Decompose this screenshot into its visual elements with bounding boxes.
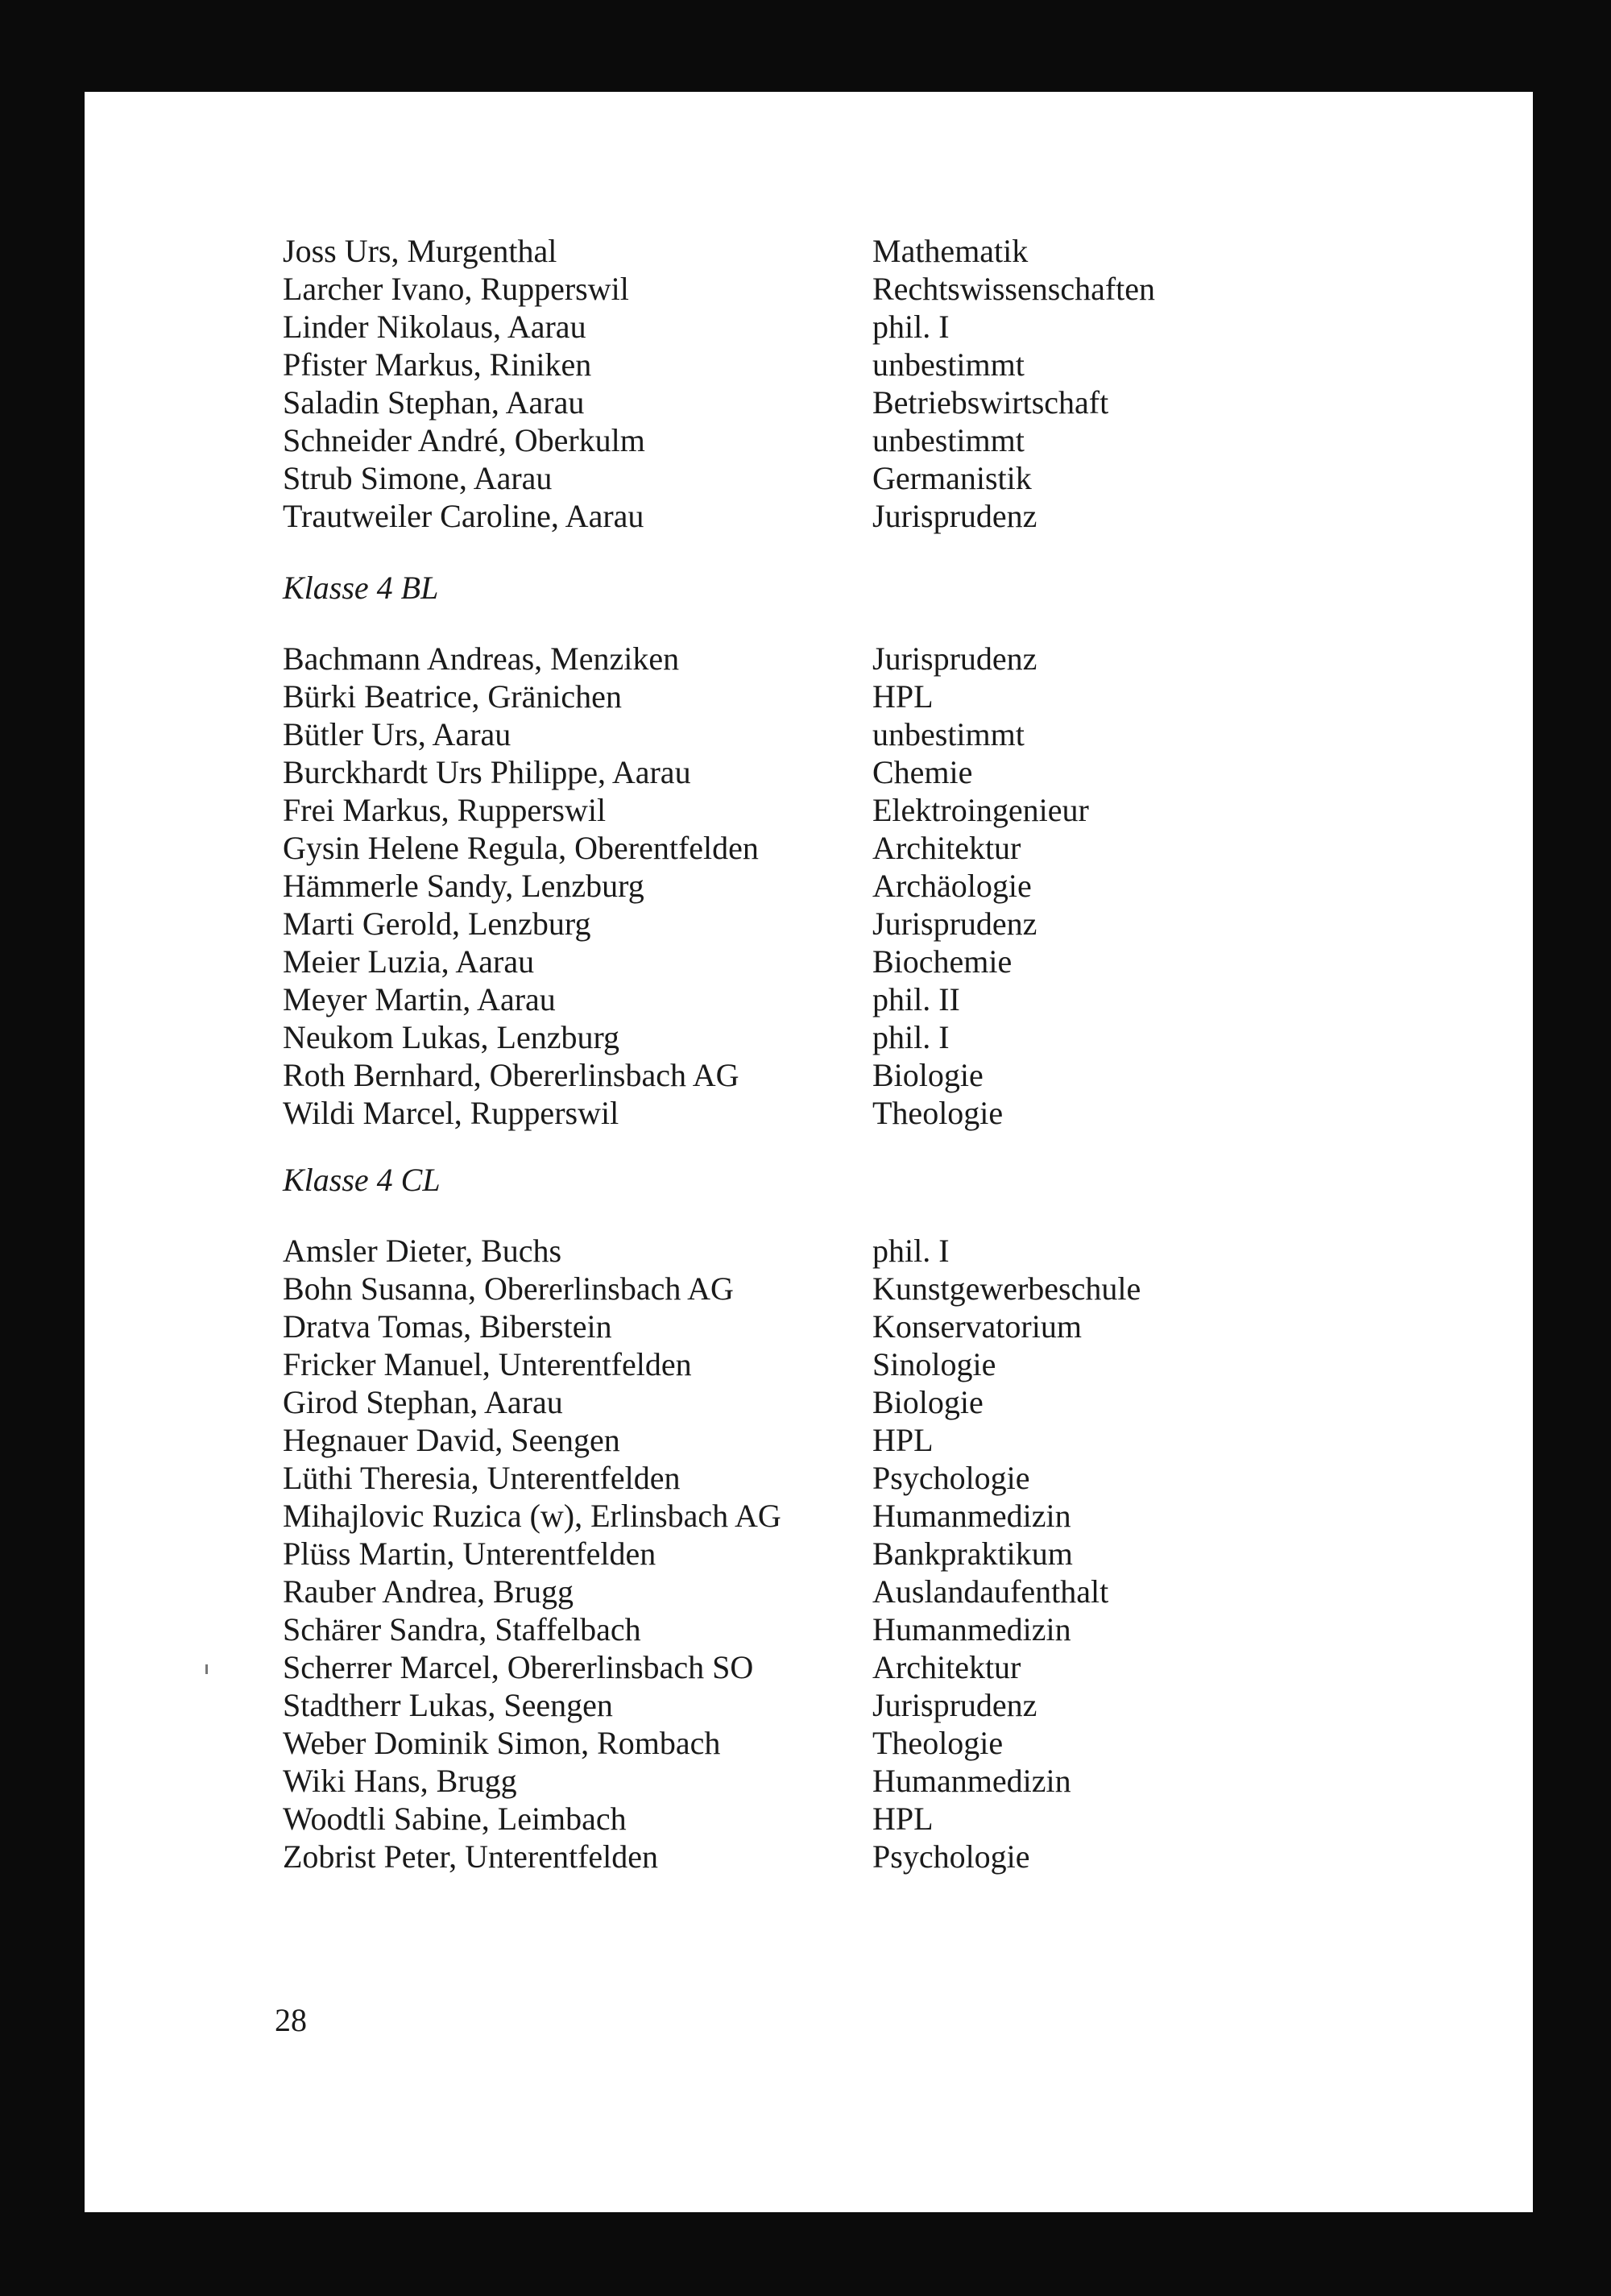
study-subject: Betriebswirtschaft bbox=[872, 384, 1109, 421]
student-name: Neukom Lukas, Lenzburg bbox=[283, 1019, 620, 1055]
list-item bbox=[85, 1610, 1533, 1648]
list-item bbox=[85, 943, 1533, 980]
student-name: Bütler Urs, Aarau bbox=[283, 716, 511, 752]
study-subject: Auslandaufenthalt bbox=[872, 1573, 1109, 1610]
student-name: Amsler Dieter, Buchs bbox=[283, 1233, 562, 1269]
student-name: Scherrer Marcel, Obererlinsbach SO bbox=[283, 1649, 754, 1685]
list-item bbox=[85, 1762, 1533, 1800]
study-subject: Sinologie bbox=[872, 1346, 996, 1382]
student-name: Pfister Markus, Riniken bbox=[283, 346, 592, 383]
list-item bbox=[85, 308, 1533, 346]
study-subject: unbestimmt bbox=[872, 716, 1025, 752]
list-item bbox=[85, 1056, 1533, 1094]
study-subject: Architektur bbox=[872, 830, 1021, 866]
list-item bbox=[85, 270, 1533, 308]
study-subject: Jurisprudenz bbox=[872, 906, 1037, 942]
list-item bbox=[85, 497, 1533, 535]
list-item bbox=[85, 459, 1533, 497]
student-name: Hämmerle Sandy, Lenzburg bbox=[283, 868, 644, 904]
student-name: Schärer Sandra, Staffelbach bbox=[283, 1611, 641, 1647]
student-name: Wiki Hans, Brugg bbox=[283, 1763, 517, 1799]
student-name: Weber Dominik Simon, Rombach bbox=[283, 1725, 721, 1761]
list-item bbox=[85, 1497, 1533, 1535]
study-subject: Mathematik bbox=[872, 233, 1029, 269]
study-subject: Biologie bbox=[872, 1057, 984, 1093]
page-number: 28 bbox=[275, 2002, 307, 2038]
list-item bbox=[85, 346, 1533, 383]
list-item bbox=[85, 1421, 1533, 1459]
student-name: Bachmann Andreas, Menziken bbox=[283, 640, 680, 677]
student-name: Girod Stephan, Aarau bbox=[283, 1384, 563, 1420]
study-subject: phil. I bbox=[872, 1019, 950, 1055]
student-name: Marti Gerold, Lenzburg bbox=[283, 906, 591, 942]
study-subject: Theologie bbox=[872, 1095, 1004, 1131]
student-name: Bohn Susanna, Obererlinsbach AG bbox=[283, 1270, 734, 1307]
study-subject: phil. I bbox=[872, 309, 950, 345]
study-subject: Biochemie bbox=[872, 943, 1013, 980]
student-name: Meyer Martin, Aarau bbox=[283, 981, 556, 1017]
student-name: Meier Luzia, Aarau bbox=[283, 943, 535, 980]
study-subject: Humanmedizin bbox=[872, 1611, 1071, 1647]
list-item bbox=[85, 1686, 1533, 1724]
study-subject: phil. I bbox=[872, 1233, 950, 1269]
list-item bbox=[85, 1383, 1533, 1421]
study-subject: Konservatorium bbox=[872, 1308, 1082, 1345]
student-name: Mihajlovic Ruzica (w), Erlinsbach AG bbox=[283, 1498, 781, 1534]
list-item bbox=[85, 383, 1533, 421]
study-subject: unbestimmt bbox=[872, 422, 1025, 458]
student-name: Woodtli Sabine, Leimbach bbox=[283, 1801, 627, 1837]
list-item bbox=[85, 753, 1533, 791]
list-item bbox=[85, 1018, 1533, 1056]
study-subject: Humanmedizin bbox=[872, 1763, 1071, 1799]
list-item bbox=[85, 867, 1533, 905]
study-subject: Bankpraktikum bbox=[872, 1536, 1073, 1572]
list-item bbox=[85, 421, 1533, 459]
study-subject: Jurisprudenz bbox=[872, 498, 1037, 534]
list-item bbox=[85, 791, 1533, 829]
study-subject: HPL bbox=[872, 678, 934, 715]
student-name: Frei Markus, Rupperswil bbox=[283, 792, 607, 828]
study-subject: Theologie bbox=[872, 1725, 1004, 1761]
list-item bbox=[85, 905, 1533, 943]
student-name: Saladin Stephan, Aarau bbox=[283, 384, 585, 421]
list-item bbox=[85, 829, 1533, 867]
document-page bbox=[85, 92, 1533, 2212]
list-item bbox=[85, 1308, 1533, 1345]
student-name: Joss Urs, Murgenthal bbox=[283, 233, 557, 269]
list-item bbox=[85, 1800, 1533, 1838]
student-name: Zobrist Peter, Unterentfelden bbox=[283, 1838, 659, 1875]
student-name: Plüss Martin, Unterentfelden bbox=[283, 1536, 656, 1572]
list-item bbox=[85, 1094, 1533, 1132]
student-name: Trautweiler Caroline, Aarau bbox=[283, 498, 644, 534]
student-name: Schneider André, Oberkulm bbox=[283, 422, 645, 458]
student-name: Wildi Marcel, Rupperswil bbox=[283, 1095, 619, 1131]
list-item bbox=[85, 1573, 1533, 1610]
study-subject: Germanistik bbox=[872, 460, 1032, 496]
list-item bbox=[85, 1345, 1533, 1383]
study-subject: Humanmedizin bbox=[872, 1498, 1071, 1534]
student-name: Linder Nikolaus, Aarau bbox=[283, 309, 586, 345]
student-name: Rauber Andrea, Brugg bbox=[283, 1573, 574, 1610]
section-heading: Klasse 4 BL bbox=[283, 570, 439, 606]
student-name: Hegnauer David, Seengen bbox=[283, 1422, 620, 1458]
study-subject: Jurisprudenz bbox=[872, 640, 1037, 677]
student-name: Stadtherr Lukas, Seengen bbox=[283, 1687, 613, 1723]
study-subject: phil. II bbox=[872, 981, 960, 1017]
study-subject: Elektroingenieur bbox=[872, 792, 1089, 828]
student-name: Roth Bernhard, Obererlinsbach AG bbox=[283, 1057, 739, 1093]
student-name: Gysin Helene Regula, Oberentfelden bbox=[283, 830, 759, 866]
study-subject: Biologie bbox=[872, 1384, 984, 1420]
list-item bbox=[85, 1648, 1533, 1686]
list-item bbox=[85, 1838, 1533, 1875]
study-subject: HPL bbox=[872, 1422, 934, 1458]
list-item bbox=[85, 1232, 1533, 1270]
list-item bbox=[85, 1724, 1533, 1762]
study-subject: Jurisprudenz bbox=[872, 1687, 1037, 1723]
study-subject: HPL bbox=[872, 1801, 934, 1837]
student-name: Strub Simone, Aarau bbox=[283, 460, 553, 496]
study-subject: unbestimmt bbox=[872, 346, 1025, 383]
list-item bbox=[85, 1270, 1533, 1308]
student-name: Burckhardt Urs Philippe, Aarau bbox=[283, 754, 691, 790]
student-name: Fricker Manuel, Unterentfelden bbox=[283, 1346, 692, 1382]
student-name: Dratva Tomas, Biberstein bbox=[283, 1308, 612, 1345]
section-heading: Klasse 4 CL bbox=[283, 1162, 441, 1198]
student-name: Bürki Beatrice, Gränichen bbox=[283, 678, 622, 715]
study-subject: Psychologie bbox=[872, 1460, 1030, 1496]
student-name: Larcher Ivano, Rupperswil bbox=[283, 271, 629, 307]
list-item bbox=[85, 640, 1533, 678]
list-item bbox=[85, 1535, 1533, 1573]
study-subject: Architektur bbox=[872, 1649, 1021, 1685]
student-name: Lüthi Theresia, Unterentfelden bbox=[283, 1460, 681, 1496]
list-item bbox=[85, 980, 1533, 1018]
list-item bbox=[85, 678, 1533, 715]
list-item bbox=[85, 715, 1533, 753]
study-subject: Rechtswissenschaften bbox=[872, 271, 1156, 307]
list-item bbox=[85, 1459, 1533, 1497]
study-subject: Kunstgewerbeschule bbox=[872, 1270, 1141, 1307]
study-subject: Psychologie bbox=[872, 1838, 1030, 1875]
study-subject: Archäologie bbox=[872, 868, 1032, 904]
scan-artifact bbox=[205, 1664, 208, 1674]
list-item bbox=[85, 232, 1533, 270]
study-subject: Chemie bbox=[872, 754, 973, 790]
